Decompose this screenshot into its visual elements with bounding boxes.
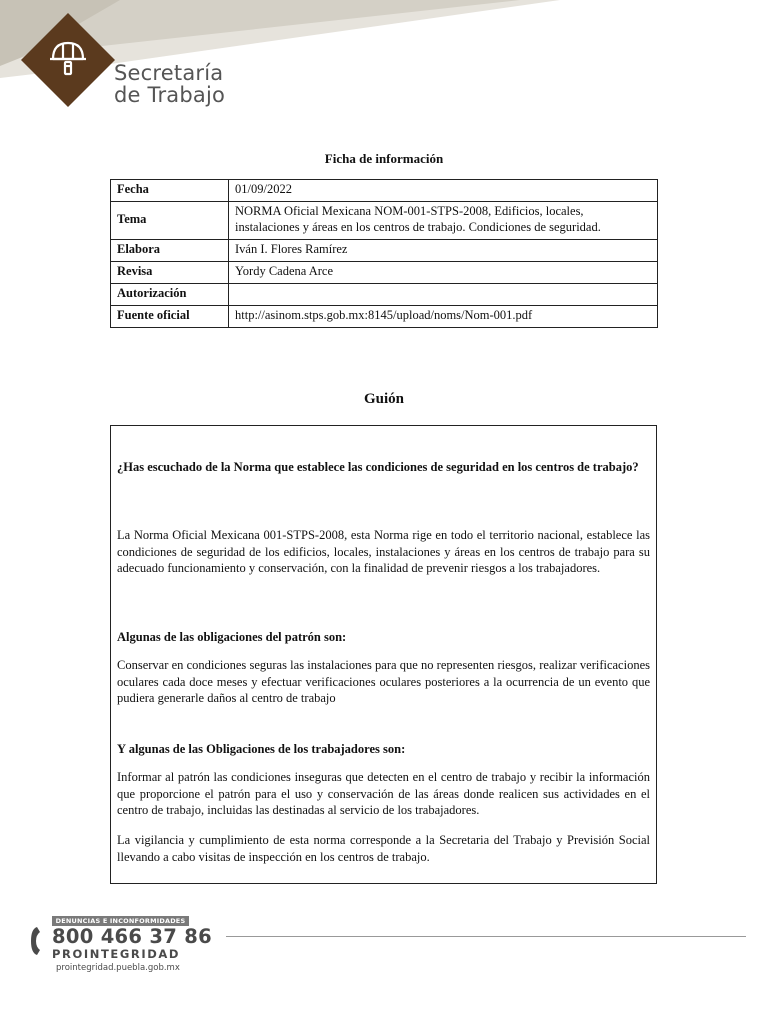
prointegridad-logo [28, 916, 212, 978]
trabajadores-text: Informar al patrón las condiciones inseguras que detecten en el centro de trabajo y recibir la información que proporcione el patrón para el uso y conservación de las áreas donde realicen sus actividades en el centro de trabajo, incluidas las destinadas al servicio de los trabajadores. [117, 770, 650, 817]
guion-question: ¿Has escuchado de la Norma que establece las condiciones de seguridad en los centros de trabajo? [117, 460, 639, 474]
ficha-value [229, 284, 658, 306]
ficha-row-fuente [111, 306, 658, 328]
ficha-value-link[interactable]: http://asinom.stps.gob.mx:8145/upload/noms/Nom-001.pdf [229, 306, 658, 328]
ficha-row-fecha [111, 180, 658, 202]
guion-title: Guión [363, 391, 405, 407]
phone-icon [28, 924, 50, 958]
patron-text: Conservar en condiciones seguras las instalaciones para que no representen riesgos, realizar verificaciones oculares cada doce meses y efectuar verificaciones oculares posteriores a la ocurrencia de un evento que pudiera generarle daños al centro de trabajo [117, 658, 650, 705]
ficha-row-tema [111, 202, 658, 240]
guion-box [110, 425, 657, 884]
guion-intro: La Norma Oficial Mexicana 001-STPS-2008, esta Norma rige en todo el territorio nacional, establece las condiciones de seguridad de los edificios, locales, instalaciones y áreas en los centros de trabajo para su adecuado funcionamiento y conservación, con la finalidad de prevenir riesgos a los trabajadores. [117, 528, 650, 575]
ficha-row-revisa [111, 262, 658, 284]
ficha-value: 01/09/2022 [229, 180, 658, 202]
denuncias-badge: DENUNCIAS E INCONFORMIDADES [52, 916, 189, 926]
phone-number: 800 466 37 86 [52, 925, 212, 948]
ficha-value: Iván I. Flores Ramírez [229, 240, 658, 262]
program-site: prointegridad.puebla.gob.mx [56, 963, 180, 973]
ficha-label: Elabora [111, 240, 229, 262]
brand-line-2: de Trabajo [114, 83, 226, 107]
patron-heading: Algunas de las obligaciones del patrón son: [117, 630, 347, 644]
ficha-label: Fuente oficial [111, 306, 229, 328]
program-name: PROINTEGRIDAD [52, 947, 181, 961]
footer-divider [226, 936, 746, 937]
secretaria-logo [21, 13, 115, 107]
vigilancia-text: La vigilancia y cumplimiento de esta norma corresponde a la Secretaria del Trabajo y Previsión Social llevando a cabo visitas de inspección en los centros de trabajo. [117, 833, 650, 864]
ficha-label: Fecha [111, 180, 229, 202]
trabajadores-heading: Y algunas de las Obligaciones de los trabajadores son: [117, 742, 406, 756]
ficha-row-autorizacion [111, 284, 658, 306]
brand-line-1: Secretaría [114, 61, 224, 85]
ficha-row-elabora [111, 240, 658, 262]
brand-name [114, 62, 225, 106]
ficha-value: Yordy Cadena Arce [229, 262, 658, 284]
ficha-table [110, 179, 658, 328]
ficha-label: Tema [111, 202, 229, 240]
ficha-value: NORMA Oficial Mexicana NOM-001-STPS-2008, Edificios, locales, instalaciones y áreas en los centros de trabajo. Condiciones de seguridad. [229, 202, 658, 240]
ficha-label: Autorización [111, 284, 229, 306]
ficha-title: Ficha de información [324, 151, 444, 166]
ficha-label: Revisa [111, 262, 229, 284]
